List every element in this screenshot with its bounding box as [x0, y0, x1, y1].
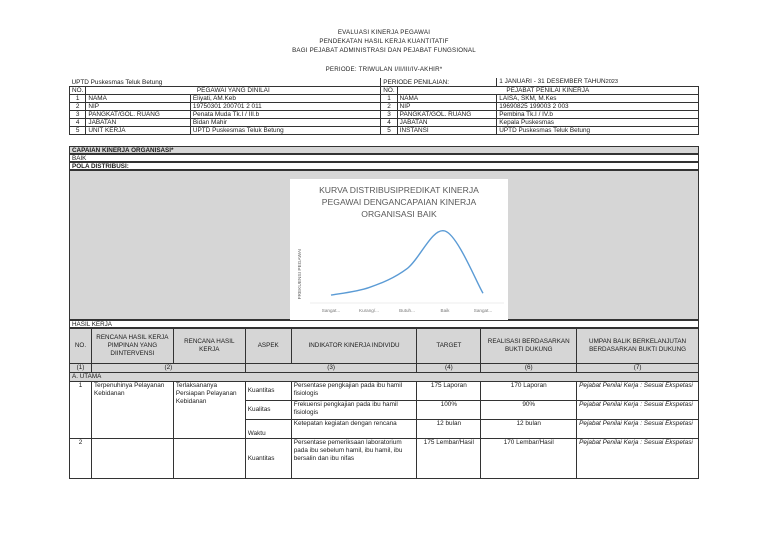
chart-svg — [290, 179, 508, 325]
table-cell-target: 12 bulan — [417, 420, 481, 439]
no-header: NO. — [70, 87, 86, 95]
series-line — [331, 231, 483, 295]
chart-title-line: KURVA DISTRIBUSIPREDIKAT KINERJA — [319, 185, 479, 195]
col-number: (4) — [417, 364, 481, 373]
utama-heading: A. UTAMA — [70, 373, 699, 382]
doc-subtitle-2: BAGI PEJABAT ADMINISTRASI DAN PEJABAT FUNGSIONAL — [292, 47, 476, 54]
periode-year: 2023 — [605, 79, 619, 85]
table-cell-umpan-balik: Pejabat Penilai Kerja : Sesuai Ekspetasi — [577, 439, 699, 479]
pegawai-nip: 19750301 200701 2 011 — [190, 103, 380, 111]
unit-name: UPTD Puskesmas Teluk Betung — [70, 78, 381, 87]
col-header-realisasi: REALISASI BERDASARKAN BUKTI DUKUNG — [481, 329, 577, 364]
periode-penilaian-value — [497, 78, 699, 87]
table-cell-rencana — [173, 439, 245, 479]
pegawai-unit-kerja: UPTD Puskesmas Teluk Betung — [190, 127, 380, 135]
col-number: (6) — [481, 364, 577, 373]
table-cell-umpan-balik: Pejabat Penilai Kerja : Sesuai Ekspetasi — [577, 420, 699, 439]
pejabat-nama: LAISA, SKM, M.Kes — [497, 95, 699, 103]
table-cell-rencana: Terlaksananya Persiapan Pelayanan Kebidanan — [173, 382, 245, 439]
row-label: INSTANSI — [397, 127, 497, 135]
table-cell-realisasi: 90% — [481, 401, 577, 420]
capaian-value: BAIK — [69, 154, 699, 162]
chart-title-line: ORGANISASI BAIK — [361, 209, 437, 219]
row-no: 1 — [70, 95, 86, 103]
row-no: 4 — [381, 119, 397, 127]
row-label: UNIT KERJA — [86, 127, 191, 135]
table-row-no: 2 — [70, 439, 92, 479]
table-cell-umpan-balik: Pejabat Penilai Kerja : Sesuai Ekspetasi — [577, 401, 699, 420]
row-label: NIP — [397, 103, 497, 111]
table-cell-indikator: Persentase pemeriksaan laboratorium pada ibu sebelum hamil, ibu hamil, ibu bersalin dan ibu nifas — [291, 439, 417, 479]
pegawai-heading: PEGAWAI YANG DINILAI — [86, 87, 381, 95]
table-cell-target: 175 Laporan — [417, 382, 481, 401]
row-no: 1 — [381, 95, 397, 103]
row-no: 3 — [381, 111, 397, 119]
no-header: NO. — [381, 87, 397, 95]
table-cell-realisasi: 170 Laporan — [481, 382, 577, 401]
row-label: NIP — [86, 103, 191, 111]
x-tick-label: Kurang/... — [359, 308, 379, 313]
pegawai-pangkat: Penata Muda Tk.I / III.b — [190, 111, 380, 119]
col-header-target: TARGET — [417, 329, 481, 364]
col-number: (7) — [577, 364, 699, 373]
periode-heading: PERIODE: TRIWULAN I/II/III/IV-AKHIR* — [325, 66, 443, 73]
row-no: 3 — [70, 111, 86, 119]
table-row-no: 1 — [70, 382, 92, 439]
table-cell-realisasi: 170 Lembar/Hasil — [481, 439, 577, 479]
table-cell-indikator: Frekuensi pengkajian pada ibu hamil fisiologis — [291, 401, 417, 420]
col-header-pimpinan: RENCANA HASIL KERJA PIMPINAN YANG DIINTERVENSI — [91, 329, 173, 364]
table-cell-target: 100% — [417, 401, 481, 420]
col-number: (3) — [245, 364, 417, 373]
pejabat-nip: 19690825 199003 2 003 — [497, 103, 699, 111]
periode-penilaian-label: PERIODE PENILAIAN: — [381, 78, 497, 87]
table-cell-pimpinan: Terpenuhinya Pelayanan Kebidanan — [91, 382, 173, 439]
row-label: NAMA — [397, 95, 497, 103]
periode-range: 1 JANUARI - 31 DESEMBER TAHUN — [499, 78, 606, 85]
chart-title-line: PEGAWAI DENGANCAPAIAN KINERJA — [321, 197, 477, 207]
doc-subtitle: PENDEKATAN HASIL KERJA KUANTITATIF — [319, 38, 449, 45]
distribution-chart — [290, 179, 508, 325]
hasil-kerja-heading: HASIL KERJA — [69, 320, 699, 328]
row-label: PANGKAT/GOL. RUANG — [86, 111, 191, 119]
col-number: (1) — [70, 364, 92, 373]
row-no: 2 — [381, 103, 397, 111]
row-label: PANGKAT/GOL. RUANG — [397, 111, 497, 119]
x-tick-label: Sangat... — [321, 308, 341, 313]
doc-title: EVALUASI KINERJA PEGAWAI — [337, 29, 431, 36]
x-tick-label: Butuh... — [399, 308, 415, 313]
capaian-heading: CAPAIAN KINERJA ORGANISASI* — [69, 146, 699, 154]
col-header-no: NO. — [70, 329, 92, 364]
table-cell-indikator: Ketepatan kegiatan dengan rencana — [291, 420, 417, 439]
col-header-aspek: ASPEK — [245, 329, 291, 364]
col-header-indikator: INDIKATOR KINERJA INDIVIDU — [291, 329, 417, 364]
col-header-umpan-balik: UMPAN BALIK BERKELANJUTAN BERDASARKAN BUKTI DUKUNG — [577, 329, 699, 364]
row-no: 4 — [70, 119, 86, 127]
table-cell-indikator: Persentase pengkajian pada ibu hamil fisiologis — [291, 382, 417, 401]
pejabat-pangkat: Pembina Tk.I / IV.b — [497, 111, 699, 119]
table-cell-aspek: Waktu — [245, 420, 291, 439]
pegawai-jabatan: Bidan Mahir — [190, 119, 380, 127]
table-cell-realisasi: 12 bulan — [481, 420, 577, 439]
row-label: JABATAN — [86, 119, 191, 127]
chart-marks — [322, 231, 492, 313]
table-cell-aspek: Kuantitas — [245, 382, 291, 401]
row-no: 5 — [70, 127, 86, 135]
chart-y-axis-label: FREKUENSI PEGAWAI — [298, 248, 303, 300]
pejabat-heading: PEJABAT PENILAI KINERJA — [397, 87, 698, 95]
row-no: 2 — [70, 103, 86, 111]
table-cell-pimpinan — [91, 439, 173, 479]
table-cell-target: 175 Lembar/Hasil — [417, 439, 481, 479]
pegawai-nama: Eliyati, AM.Keb — [190, 95, 380, 103]
row-no: 5 — [381, 127, 397, 135]
identity-table — [69, 78, 699, 135]
row-label: JABATAN — [397, 119, 497, 127]
table-cell-aspek: Kuantitas — [245, 439, 291, 479]
pola-heading: POLA DISTRIBUSI: — [69, 162, 699, 170]
table-cell-umpan-balik: Pejabat Penilai Kerja : Sesuai Ekspetasi — [577, 382, 699, 401]
pejabat-instansi: UPTD Puskesmas Teluk Betung — [497, 127, 699, 135]
row-label: NAMA — [86, 95, 191, 103]
x-tick-label: Sangat... — [473, 308, 493, 313]
col-header-rencana: RENCANA HASIL KERJA — [173, 329, 245, 364]
pejabat-jabatan: Kepala Puskesmas — [497, 119, 699, 127]
x-tick-label: Baik — [440, 308, 450, 313]
col-number: (2) — [91, 364, 245, 373]
hasil-kerja-table — [69, 328, 699, 479]
table-cell-aspek: Kualitas — [245, 401, 291, 420]
